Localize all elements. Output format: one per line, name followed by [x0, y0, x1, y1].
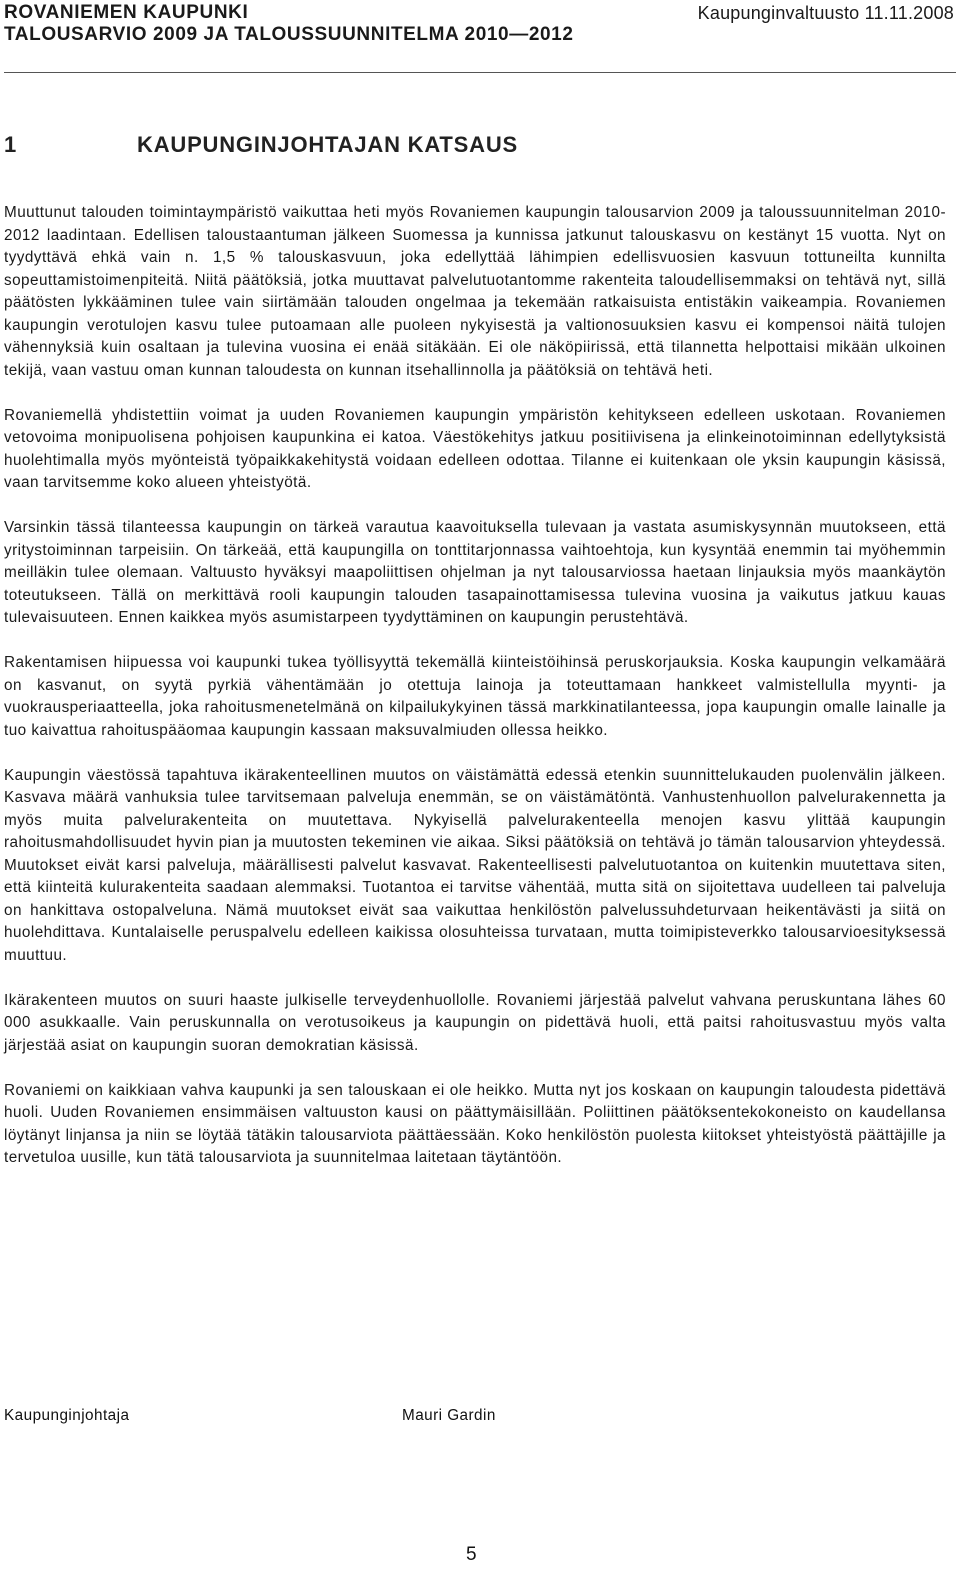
meeting-date: Kaupunginvaltuusto 11.11.2008 [697, 3, 954, 23]
header-divider [4, 72, 956, 73]
paragraph: Ikärakenteen muutos on suuri haaste julkiselle terveydenhuollolle. Rovaniemi järjestää palvelut vahvana peruskuntana lähes 60 000 asukkaalle. Vain peruskunnalla on verotusoikeus ja kaupungin on pidettävä huoli, että paitsi rahoitusvastuu myös valta järjestää asiat on kaupungin suoran demokratian käsissä. [4, 991, 946, 1054]
paragraph: Rovaniemi on kaikkiaan vahva kaupunki ja sen talouskaan ei ole heikko. Mutta nyt jos koskaan on kaupungin taloudesta pidettävä huoli. Uuden Rovaniemen ensimmäisen valtuuston kausi on päättymäisillään. Poliittinen päätöksentekokoneisto on kaudellansa löytänyt linjansa ja niin se löytää tätäkin talousarviota päättäessään. Koko henkilöstön puolesta kiitokset yhteistyöstä päättäjille ja tervetuloa uusille, kun tätä talousarviota ja suunnitelmaa laitetaan täytäntöön. [4, 1081, 946, 1166]
section-heading [4, 132, 518, 158]
page-number: 5 [466, 1544, 477, 1565]
paragraph: Rakentamisen hiipuessa voi kaupunki tukea työllisyyttä tekemällä kiinteistöihinsä peruskorjauksia. Koska kaupungin velkamäärä on kasvanut, on syytä pyrkiä vähentämään jo otettuja lainoja ja toteuttamaan hankkeet valmistellulla myynti- ja vuokrausperiaatteella, joka rahoitusmenetelmänä on kilpailukykyinen tässä markkinatilanteessa, jopa kaupungin omalle lainalle ja tuo kaivattua rahoituspääomaa kaupungin kassaan maksuvalmiuden ollessa heikko. [4, 654, 946, 739]
document-header [4, 2, 574, 46]
signature-name: Mauri Gardin [402, 1407, 496, 1424]
section-number: 1 [4, 132, 18, 157]
organization-name: ROVANIEMEN KAUPUNKI [4, 2, 249, 23]
body-text [4, 202, 946, 1192]
paragraph: Kaupungin väestössä tapahtuva ikärakenteellinen muutos on väistämättä edessä etenkin suunnittelukauden puolenvälin jälkeen. Kasvava määrä vanhuksia tulee tarvitsemaan palveluja enemmän, se on väistämätöntä. Vanhustenhuollon palvelurakennetta ja myös muita palvelurakenteita on muutettava. Nykyisellä palvelurakenteella menojen kasvu ylittää kaupungin rahoitusmahdollisuudet hyvin pian ja muutosten tekeminen vie aikaa. Siksi päätöksiä on tehtävä jo tämän talousarvion yhteydessä. Muutokset eivät karsi palveluja, määrällisesti palvelut kasvavat. Rakenteellisesti palvelutuotantoa on kuitenkin muutettava siten, että kiinteitä kulurakenteita saadaan alemmaksi. Tuotantoa ei tarvitse vähentää, mutta sitä on sijoitettava uudelleen tai palveluja on hankittava ostopalveluna. Nämä muutokset eivät saa vaikuttaa henkilöstön palvelussuhdeturvaan heikentävästi ja siitä on huolehdittava. Kuntalaiselle peruspalvelu edelleen kaikissa olosuhteissa turvataan, mutta toimipisteverkko talousarvioesityksessä muuttuu. [4, 766, 946, 964]
signature-role: Kaupunginjohtaja [4, 1407, 130, 1424]
paragraph: Rovaniemellä yhdistettiin voimat ja uuden Rovaniemen kaupungin ympäristön kehitykseen edelleen uskotaan. Rovaniemen vetovoima monipuolisena pohjoisen kaupunkina ei katoa. Väestökehitys jatkuu positiivisena ja elinkeinotoiminnan edellytyksistä huolehtimalla myös myönteistä työpaikkakehitystä voidaan edelleen odottaa. Tilanne ei kuitenkaan ole yksin kaupungin käsissä, vaan tarvitsemme koko alueen yhteistyötä. [4, 406, 946, 491]
paragraph: Varsinkin tässä tilanteessa kaupungin on tärkeä varautua kaavoituksella tulevaan ja vastata asumiskysynnän muutokseen, että yritystoiminnan tarpeisiin. On tärkeää, että kaupungilla on tonttitarjonnassa vaihtoehtoja, kun kysyntää enemmin tai myöhemmin meilläkin tulee olemaan. Valtuusto hyväksyi maapoliittisen ohjelman ja nyt talousarviossa haetaan linjauksia myös maankäytön toteutukseen. Tällä on merkittävä rooli kaupungin talouden tasapainottamisessa tulevina vuosina ja vaikutus jatkuu kauas tulevaisuuteen. Ennen kaikkea myös asumistarpeen tyydyttäminen on kaupungin perustehtävä. [4, 519, 946, 626]
document-title: TALOUSARVIO 2009 JA TALOUSSUUNNITELMA 2010—2012 [4, 24, 574, 45]
section-title: KAUPUNGINJOHTAJAN KATSAUS [137, 132, 518, 157]
paragraph: Muuttunut talouden toimintaympäristö vaikuttaa heti myös Rovaniemen kaupungin talousarvion 2009 ja taloussuunnitelman 2010- 2012 laadintaan. Edellisen taloustaantuman jälkeen Suomessa ja kunnissa jatkunut talouskasvu on kestänyt 15 vuotta. Nyt on tyydyttävä ehkä vain n. 1,5 % talouskasvuun, joka edellyttää lähimpien edellisvuosien kasvuun tottuneilta kunnilta sopeuttamistoimenpiteitä. Niitä päätöksiä, jotka muuttavat palvelutuotantomme rakenteita taloudellisemmaksi on tehtävä nyt, sillä päätösten lykkääminen tulee vain siirtämään talouden ongelmaa ja tekemään ratkaisuista entistäkin vaikeampia. Rovaniemen kaupungin verotulojen kasvu tulee putoamaan alle puoleen nykyisestä ja valtionosuuksien kasvu ei kompensoi näitä tulojen vähennyksiä kuin osaltaan ja tulevina vuosina ei enää sitäkään. Ei ole näköpiirissä, että tilannetta helpottaisi mikään ulkoinen tekijä, vaan vastuu oman kunnan taloudesta on kunnan itsehallinnolla ja päätöksiä on tehtävä heti. [4, 204, 946, 379]
